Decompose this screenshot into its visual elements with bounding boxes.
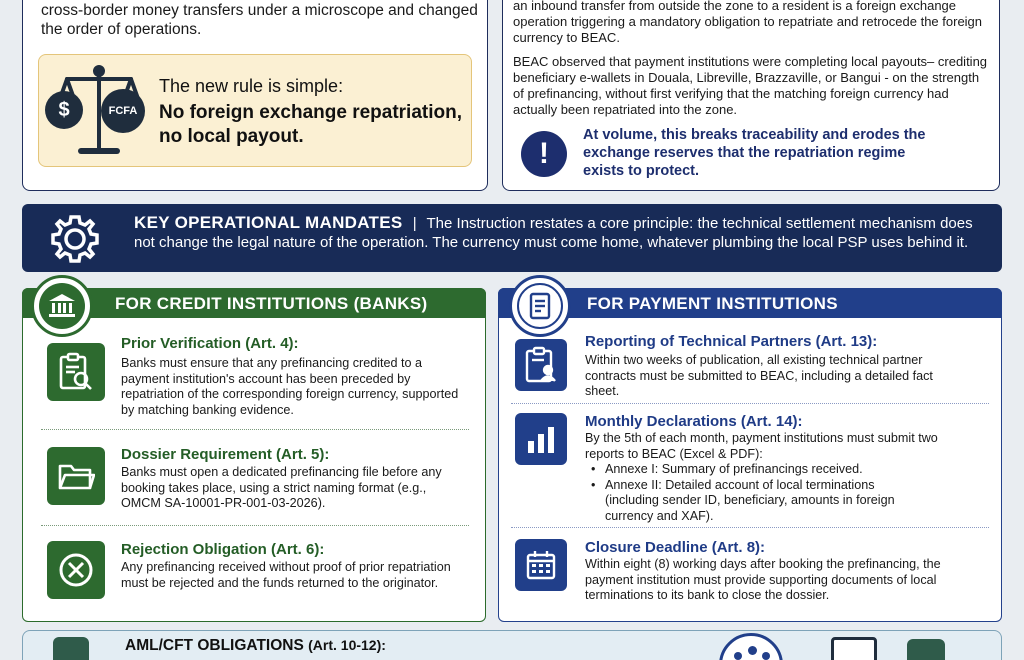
banner-text-block: [134, 213, 984, 252]
payment-bullet-annexe-1: • Annexe I: Summary of prefinancings received.: [585, 462, 915, 478]
banner-title: KEY OPERATIONAL MANDATES: [134, 213, 403, 232]
aml-title-block: [125, 637, 386, 655]
payment-item-2-body: By the 5th of each month, payment institutions must submit two reports to BEAC (Excel & PDF):: [585, 431, 938, 461]
intro-text: cross-border money transfers under a microscope and changed the order of operations.: [41, 2, 478, 38]
payment-item-3-title: Closure Deadline (Art. 8):: [585, 539, 766, 556]
aml-title: AML/CFT OBLIGATIONS: [125, 637, 304, 654]
payment-item-2-title: Monthly Declarations (Art. 14):: [585, 413, 803, 430]
folder-icon: [47, 447, 105, 505]
bank-item-1-body: Banks must ensure that any prefinancing credited to a payment institution's account has been preceded by repatriation of the corresponding foreign currency, supported by matching banking evidence.: [121, 356, 459, 417]
payment-divider-1: [511, 403, 989, 404]
banner-separator: |: [412, 215, 417, 232]
bank-divider-2: [41, 525, 469, 526]
rule-callout: [38, 54, 472, 167]
bank-icon: [31, 275, 93, 337]
aml-section: [22, 630, 1002, 660]
gear-icon: [48, 212, 102, 266]
bar-chart-icon: [515, 413, 567, 465]
payment-item-1-title: Reporting of Technical Partners (Art. 13):: [585, 333, 878, 350]
payments-header: FOR PAYMENT INSTITUTIONS: [587, 294, 838, 313]
mandates-banner: [22, 204, 1002, 272]
payment-item-3-body: Within eight (8) working days after booking the prefinancing, the payment institution must provide supporting documents of local terminations to its bank to close the dossier.: [585, 557, 941, 602]
warning-text: At volume, this breaks traceability and erodes the exchange reserves that the repatriation regime exists to protect.: [583, 127, 926, 179]
payment-item-1-body: Within two weeks of publication, all existing technical partner contracts must be submitted to BEAC, including a detailed fact sheet.: [585, 353, 933, 398]
exclamation-icon: !: [521, 131, 567, 177]
bank-item-3-title: Rejection Obligation (Art. 6):: [121, 541, 325, 558]
callout-line-1: The new rule is simple:: [159, 76, 344, 96]
document-icon: [509, 275, 571, 337]
calendar-icon: [515, 539, 567, 591]
people-icon: [719, 633, 783, 660]
shield-icon: [53, 637, 89, 660]
banks-header: FOR CREDIT INSTITUTIONS (BANKS): [115, 294, 428, 313]
context-card: [502, 0, 1000, 191]
payment-divider-2: [511, 527, 989, 528]
payment-bullet-annexe-2: • Annexe II: Detailed account of local terminations (including sender ID, beneficiary, amounts in foreign currency and XAF).: [585, 478, 915, 525]
banks-panel: [22, 288, 486, 622]
bank-item-2-body: Banks must open a dedicated prefinancing file before any booking takes place, using a strict naming format (e.g., OMCM SA-10001-PR-001-03-2026).: [121, 465, 442, 510]
clipboard-person-icon: [515, 339, 567, 391]
bank-item-3-body: Any prefinancing received without proof of prior repatriation must be rejected and the funds returned to the originator.: [121, 560, 451, 590]
payment-item-2-bullets: [585, 462, 915, 524]
context-paragraph-1: an inbound transfer from outside the zone to a resident is a foreign exchange operation triggering a mandatory obligation to repatriate and retrocede the foreign currency to BEAC.: [513, 0, 983, 45]
checklist-icon: [831, 637, 877, 660]
reject-x-icon: [47, 541, 105, 599]
aml-articles: (Art. 10-12):: [308, 637, 386, 653]
clipboard-search-icon: [47, 343, 105, 401]
bank-item-1-title: Prior Verification (Art. 4):: [121, 335, 299, 352]
dollar-coin-icon: $: [45, 91, 83, 129]
bank-divider-1: [41, 429, 469, 430]
bank-item-2-title: Dossier Requirement (Art. 5):: [121, 446, 330, 463]
callout-line-2: No foreign exchange repatriation, no local payout.: [159, 102, 462, 147]
context-paragraph-2: BEAC observed that payment institutions were completing local payouts– crediting beneficiary e-wallets in Douala, Libreville, Brazzaville, or Bangui - on the strength of prefinancing, without first verifying that the matching foreign currency had actually been repatriated into the zone.: [513, 54, 988, 117]
payments-panel: [498, 288, 1002, 622]
banner-text: The Instruction restates a core principle: the technical settlement mechanism does not change the legal nature of the operation. The currency must come home, whatever plumbing the local PSP uses behind it.: [134, 215, 973, 251]
fcfa-coin-icon: FCFA: [101, 89, 145, 133]
shield-icon-right: [907, 639, 945, 660]
